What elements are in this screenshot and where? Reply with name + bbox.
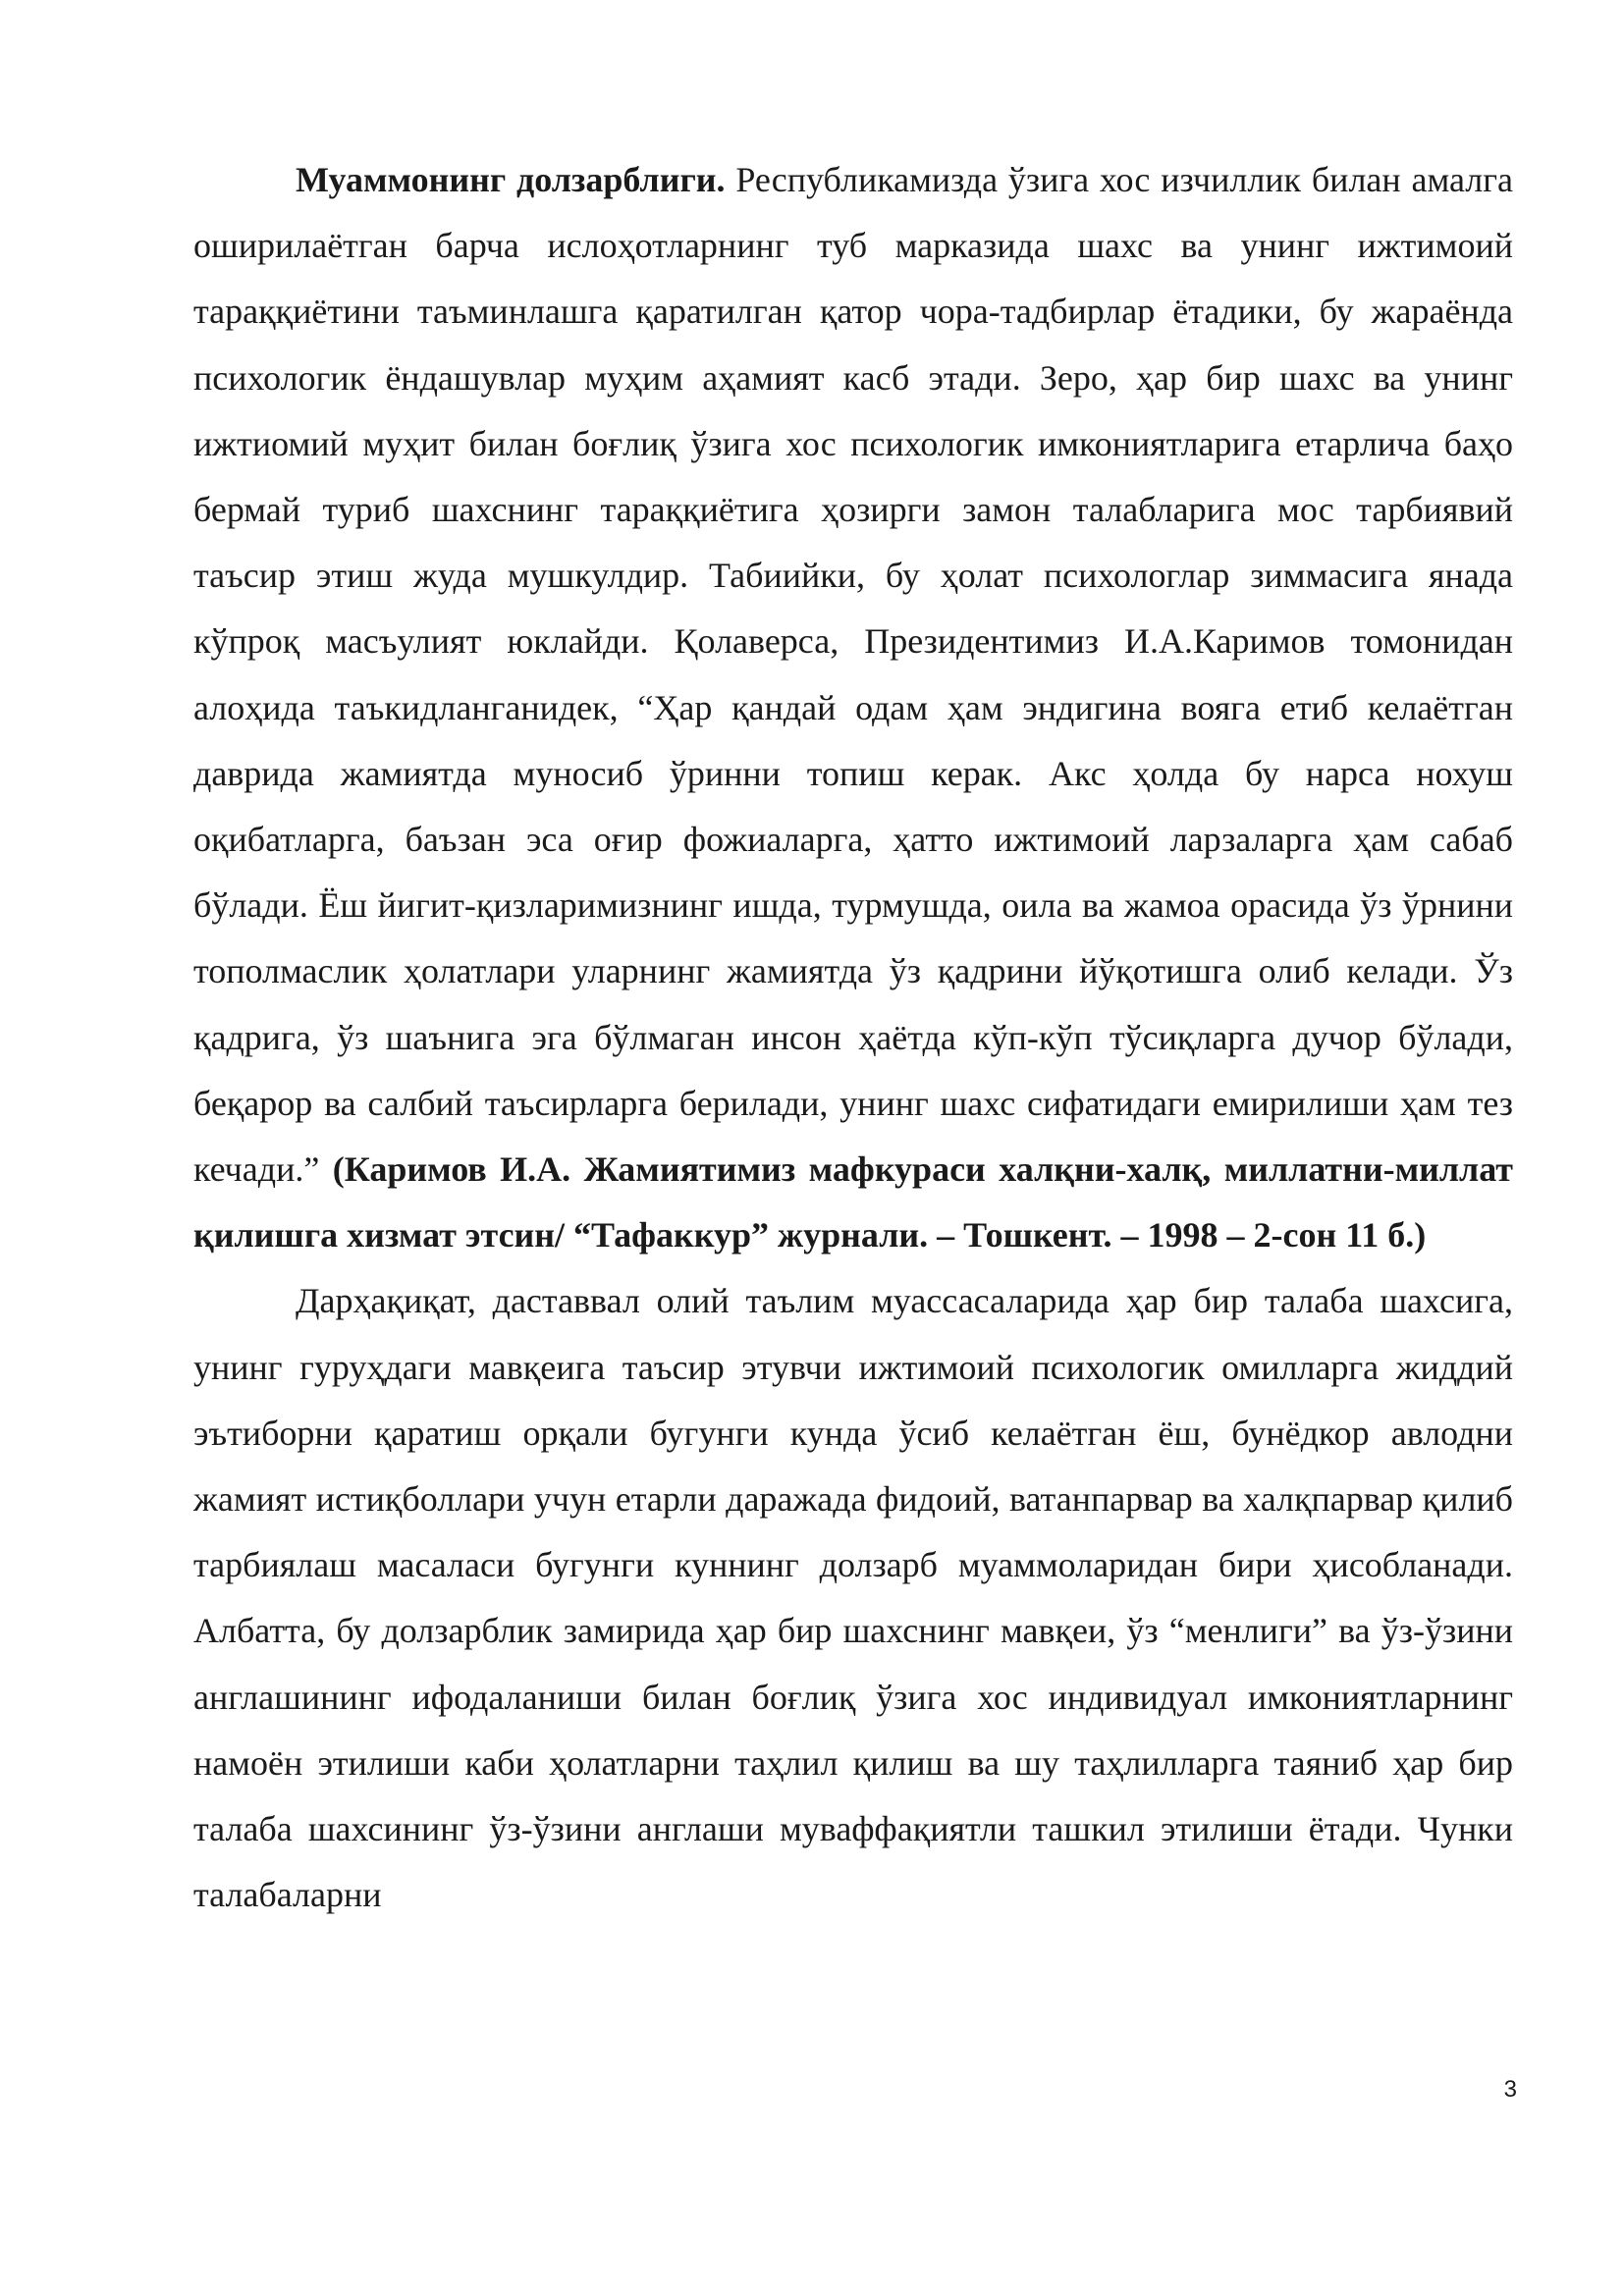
paragraph-relevance [193,147,1513,1268]
paragraph-text: Дарҳақиқат, даставвал олий таълим муассасаларида ҳар бир талаба шахсига, унинг гуруҳдаги мавқеига таъсир этувчи ижтимоий психологик омилларга жиддий эътиборни қаратиш орқали бугунги кунда ўсиб келаётган ёш, бунёдкор авлодни жамият истиқболлари учун етарли даражада фидоий, ватанпарвар ва халқпарвар қилиб тарбиялаш масаласи бугунги куннинг долзарб муаммоларидан бири ҳисобланади. Албатта, бу долзарблик замирида ҳар бир шахснинг мавқеи, ўз “менлиги” ва ўз-ўзини англашининг ифодаланиши билан боғлиқ ўзига хос индивидуал имкониятларнинг намоён этилиши каби ҳолатларни таҳлил қилиш ва шу таҳлилларга таяниб ҳар бир талаба шахсининг ўз-ўзини англаши муваффақиятли ташкил этилиши ётади. Чунки талабаларни [193,1281,1513,1915]
paragraph-indeed [193,1268,1513,1928]
citation: (Каримов И.А. Жамиятимиз мафкураси халқни-халқ, миллатни-миллат қилишга хизмат этсин/ “Тафаккур” журнали. – Тошкент. – 1998 – 2-сон 11 б.) [193,1149,1513,1255]
document-body [193,147,1513,1928]
page-number: 3 [1503,2076,1517,2103]
section-heading: Муаммонинг долзарблиги. [296,160,726,199]
paragraph-text: Республикамизда ўзига хос изчиллик билан амалга оширилаётган барча ислоҳотларнинг туб марказида шахс ва унинг ижтимоий тараққиётини таъминлашга қаратилган қатор чора-тадбирлар ётадики, бу жараёнда психологик ёндашувлар муҳим аҳамият касб этади. Зеро, ҳар бир шахс ва унинг ижтиомий муҳит билан боғлиқ ўзига хос психологик имкониятларига етарлича баҳо бермай туриб шахснинг тараққиётига ҳозирги замон талабларига мос тарбиявий таъсир этиш жуда мушкулдир. Табиийки, бу ҳолат психологлар зиммасига янада кўпроқ масъулият юклайди. Қолаверса, Президентимиз И.А.Каримов томонидан алоҳида таъкидланганидек, “Ҳар қандай одам ҳам эндигина вояга етиб келаётган даврида жамиятда муносиб ўринни топиш керак. Акс ҳолда бу нарса нохуш оқибатларга, баъзан эса оғир фожиаларга, ҳатто ижтимоий ларзаларга ҳам сабаб бўлади. Ёш йигит-қизларимизнинг ишда, турмушда, оила ва жамоа орасида ўз ўрнини тополмаслик ҳолатлари уларнинг жамиятда ўз қадрини йўқотишга олиб келади. Ўз қадрига, ўз шаънига эга бўлмаган инсон ҳаётда кўп-кўп тўсиқларга дучор бўлади, беқарор ва салбий таъсирларга берилади, унинг шахс сифатидаги емирилиши ҳам тез кечади.” [193,160,1513,1190]
